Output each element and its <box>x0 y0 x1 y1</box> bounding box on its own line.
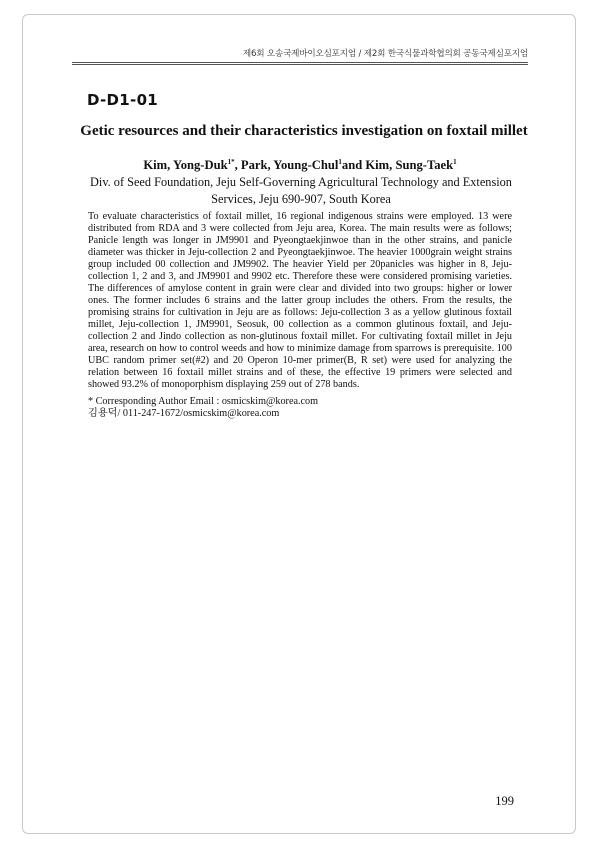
paper-title: Getic resources and their characteristics investigation on foxtail millet <box>80 123 528 139</box>
author-1: Kim, Yong-Duk <box>143 158 228 172</box>
affiliation-line-1: Div. of Seed Foundation, Jeju Self-Governing Agricultural Technology and Extension <box>90 175 512 189</box>
author-1-affiliation-mark: 1* <box>227 157 235 166</box>
author-line <box>70 158 530 173</box>
page-number: 199 <box>495 794 514 808</box>
section-code: D-D1-01 <box>87 91 159 109</box>
affiliation-line-2: Services, Jeju 690-907, South Korea <box>211 192 391 206</box>
abstract-body: To evaluate characteristics of foxtail millet, 16 regional indigenous strains were employed. 13 were distributed from RDA and 3 were collected from Jeju area, Korea. The main results were as follows; Panicle length was longer in JM9901 and Pyeongtaekjinwoe than in the other strains, and panicle diameter was thicker in Jeju-collection 2 and Pyeongtaekjinwoe. The heavier 1000grain weight strains group included 00 collection and JM9902. The heavier Yield per 20panicles was higher in 8, Jeju-collection 1, 2 and 3, and JM9901 and 9902 etc. Therefore these were considered promising varieties. The differences of amylose content in grain were clear and divided into two groups: higher or lower ones. The former includes 6 strains and the latter group includes the others. From the results, the promising strains for cultivation in Jeju are as follows: Jeju-collection 3 as a yellow glutinous foxtail millet, Jeju-collection 1, JM9901, Seosuk, 00 collection as a common glutinous foxtail, and Jeju-collection 2 and Jindo collection as non-glutinous foxtail millet. For cultivating foxtail millet in Jeju area, research on how to control weeds and how to minimize damage from sparrows is prerequisite. 100 UBC random primer set(#2) and 20 Operon 10-mer primer(B, R set) were used for analyzing the relation between 16 foxtail millet strains and of these, the effective 19 primers were selected and showed 93.2% of monoporphism displaying 259 out of 278 bands. <box>88 211 512 390</box>
author-2: Park, Young-Chul <box>240 158 339 172</box>
contact-footnote: 김용덕/ 011-247-1672/osmicskim@korea.com <box>88 408 280 419</box>
author-3-affiliation-mark: 1 <box>453 157 457 166</box>
running-header: 제6회 오송국제바이오심포지엄 / 제2회 한국식물과학협의회 공동국제심포지엄 <box>242 49 528 59</box>
author-conjunction: and <box>341 158 366 172</box>
affiliation <box>88 174 514 208</box>
corresponding-author-footnote: * Corresponding Author Email : osmicskim@korea.com <box>88 396 319 407</box>
author-2-affiliation-mark: 1 <box>338 157 342 166</box>
author-3: Kim, Sung-Taek <box>365 158 454 172</box>
header-rule <box>72 62 528 65</box>
author-separator: , <box>234 158 241 172</box>
